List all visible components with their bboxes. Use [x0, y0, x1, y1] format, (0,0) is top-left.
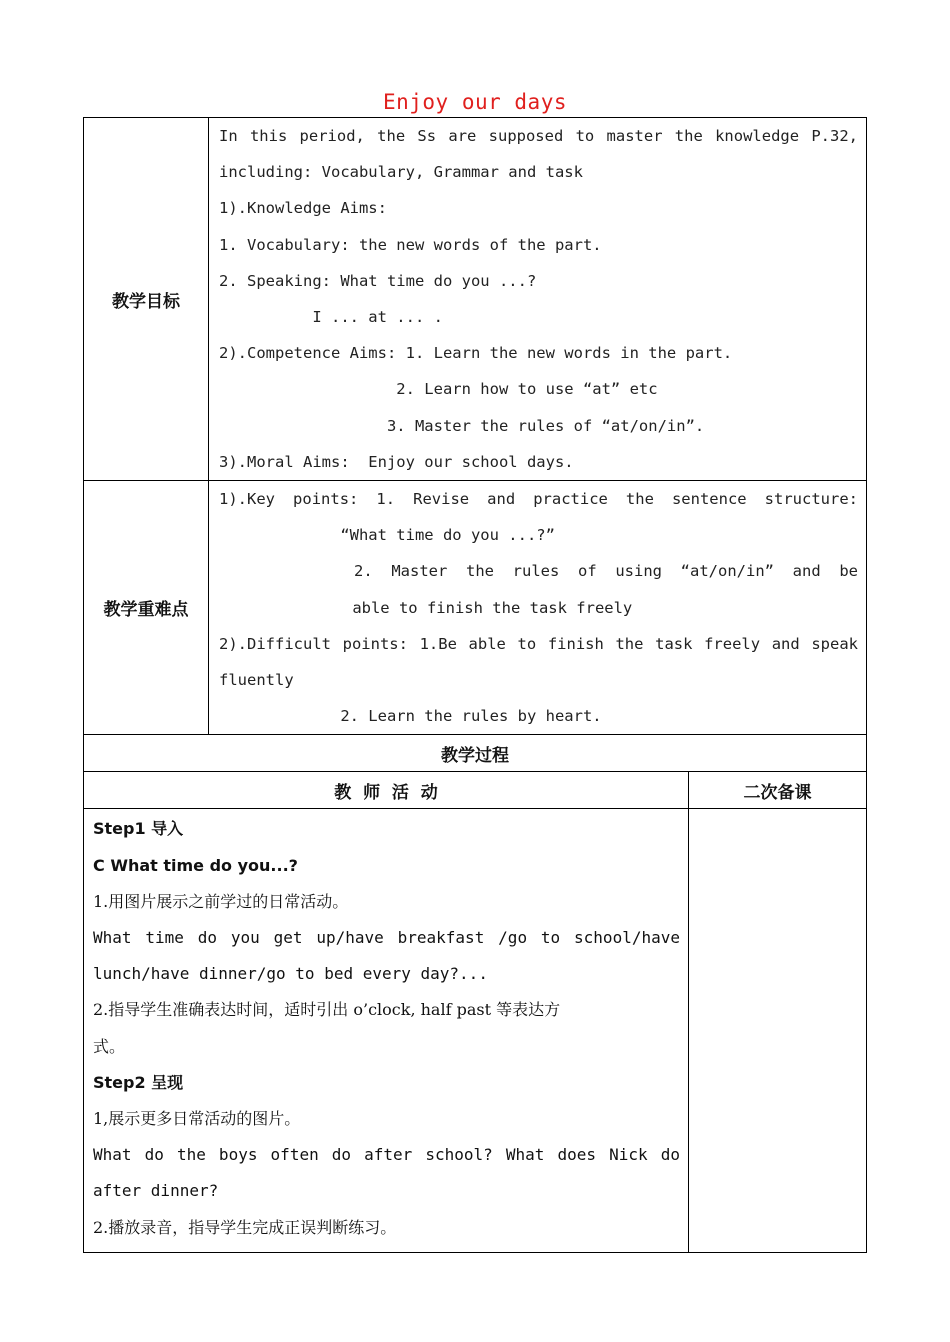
objectives-line: 2. Speaking: What time do you ...?	[219, 271, 537, 290]
process-line: 2.指导学生准确表达时间，适时引出 o’clock, half past 等表达方	[93, 1000, 561, 1020]
objectives-line: 2).Competence Aims: 1. Learn the new words in the part.	[219, 344, 733, 363]
key-points-line: 1).Key points: 1. Revise and practice the sentence structure:	[219, 490, 859, 509]
key-points-row	[84, 481, 867, 735]
objectives-line: In this period, the Ss are supposed to master the knowledge P.32,	[219, 127, 859, 145]
process-line: What do the boys often do after school? What does Nick do	[93, 1145, 680, 1165]
process-step-title: Step1 导入	[93, 819, 184, 839]
key-points-line: 2).Difficult points: 1.Be able to finish the task freely and speak	[219, 634, 859, 653]
objectives-label: 教学目标	[84, 118, 209, 481]
process-body-row	[84, 809, 867, 1252]
process-line: after dinner?	[93, 1181, 219, 1201]
objectives-line: 3. Master the rules of “at/on/in”.	[219, 416, 705, 435]
process-header: 教学过程	[84, 735, 867, 772]
key-points-line: fluently	[219, 671, 294, 690]
key-points-line: 2. Learn the rules by heart.	[219, 707, 602, 726]
objectives-line: I ... at ... .	[219, 308, 443, 327]
process-line: 1.用图片展示之前学过的日常活动。	[93, 891, 349, 911]
objectives-content	[209, 118, 867, 481]
key-points-line: “What time do you ...?”	[219, 526, 555, 545]
process-header-row	[84, 735, 867, 772]
teacher-activity-header: 教 师 活 动	[84, 772, 689, 809]
key-points-label: 教学重难点	[84, 481, 209, 735]
key-points-content	[209, 481, 867, 735]
document-title: Enjoy our days	[382, 90, 567, 114]
process-line: 式。	[93, 1036, 126, 1056]
lesson-plan-table	[83, 117, 867, 1253]
process-line: 2.播放录音，指导学生完成正误判断练习。	[93, 1217, 397, 1237]
columns-header-row	[84, 772, 867, 809]
objectives-line: 2. Learn how to use “at” etc	[219, 380, 658, 399]
process-line: What time do you get up/have breakfast /go to school/have	[93, 928, 680, 948]
second-prep-header: 二次备课	[689, 772, 867, 809]
objectives-row	[84, 118, 867, 481]
second-prep-content	[689, 809, 867, 1252]
key-points-line: able to finish the task freely	[231, 598, 633, 617]
objectives-line: 1. Vocabulary: the new words of the part.	[219, 235, 602, 254]
key-points-line: 2. Master the rules of using “at/on/in” and be	[354, 562, 859, 581]
process-line: 1,展示更多日常活动的图片。	[93, 1109, 301, 1129]
process-step-title: Step2 呈现	[93, 1072, 184, 1092]
objectives-line: 1).Knowledge Aims:	[219, 199, 387, 218]
process-step-subtitle: C What time do you...?	[93, 855, 298, 875]
objectives-line: including: Vocabulary, Grammar and task	[219, 163, 583, 182]
objectives-line: 3).Moral Aims: Enjoy our school days.	[219, 452, 574, 471]
process-line: lunch/have dinner/go to bed every day?...	[93, 964, 488, 984]
teacher-activity-content	[84, 809, 689, 1252]
